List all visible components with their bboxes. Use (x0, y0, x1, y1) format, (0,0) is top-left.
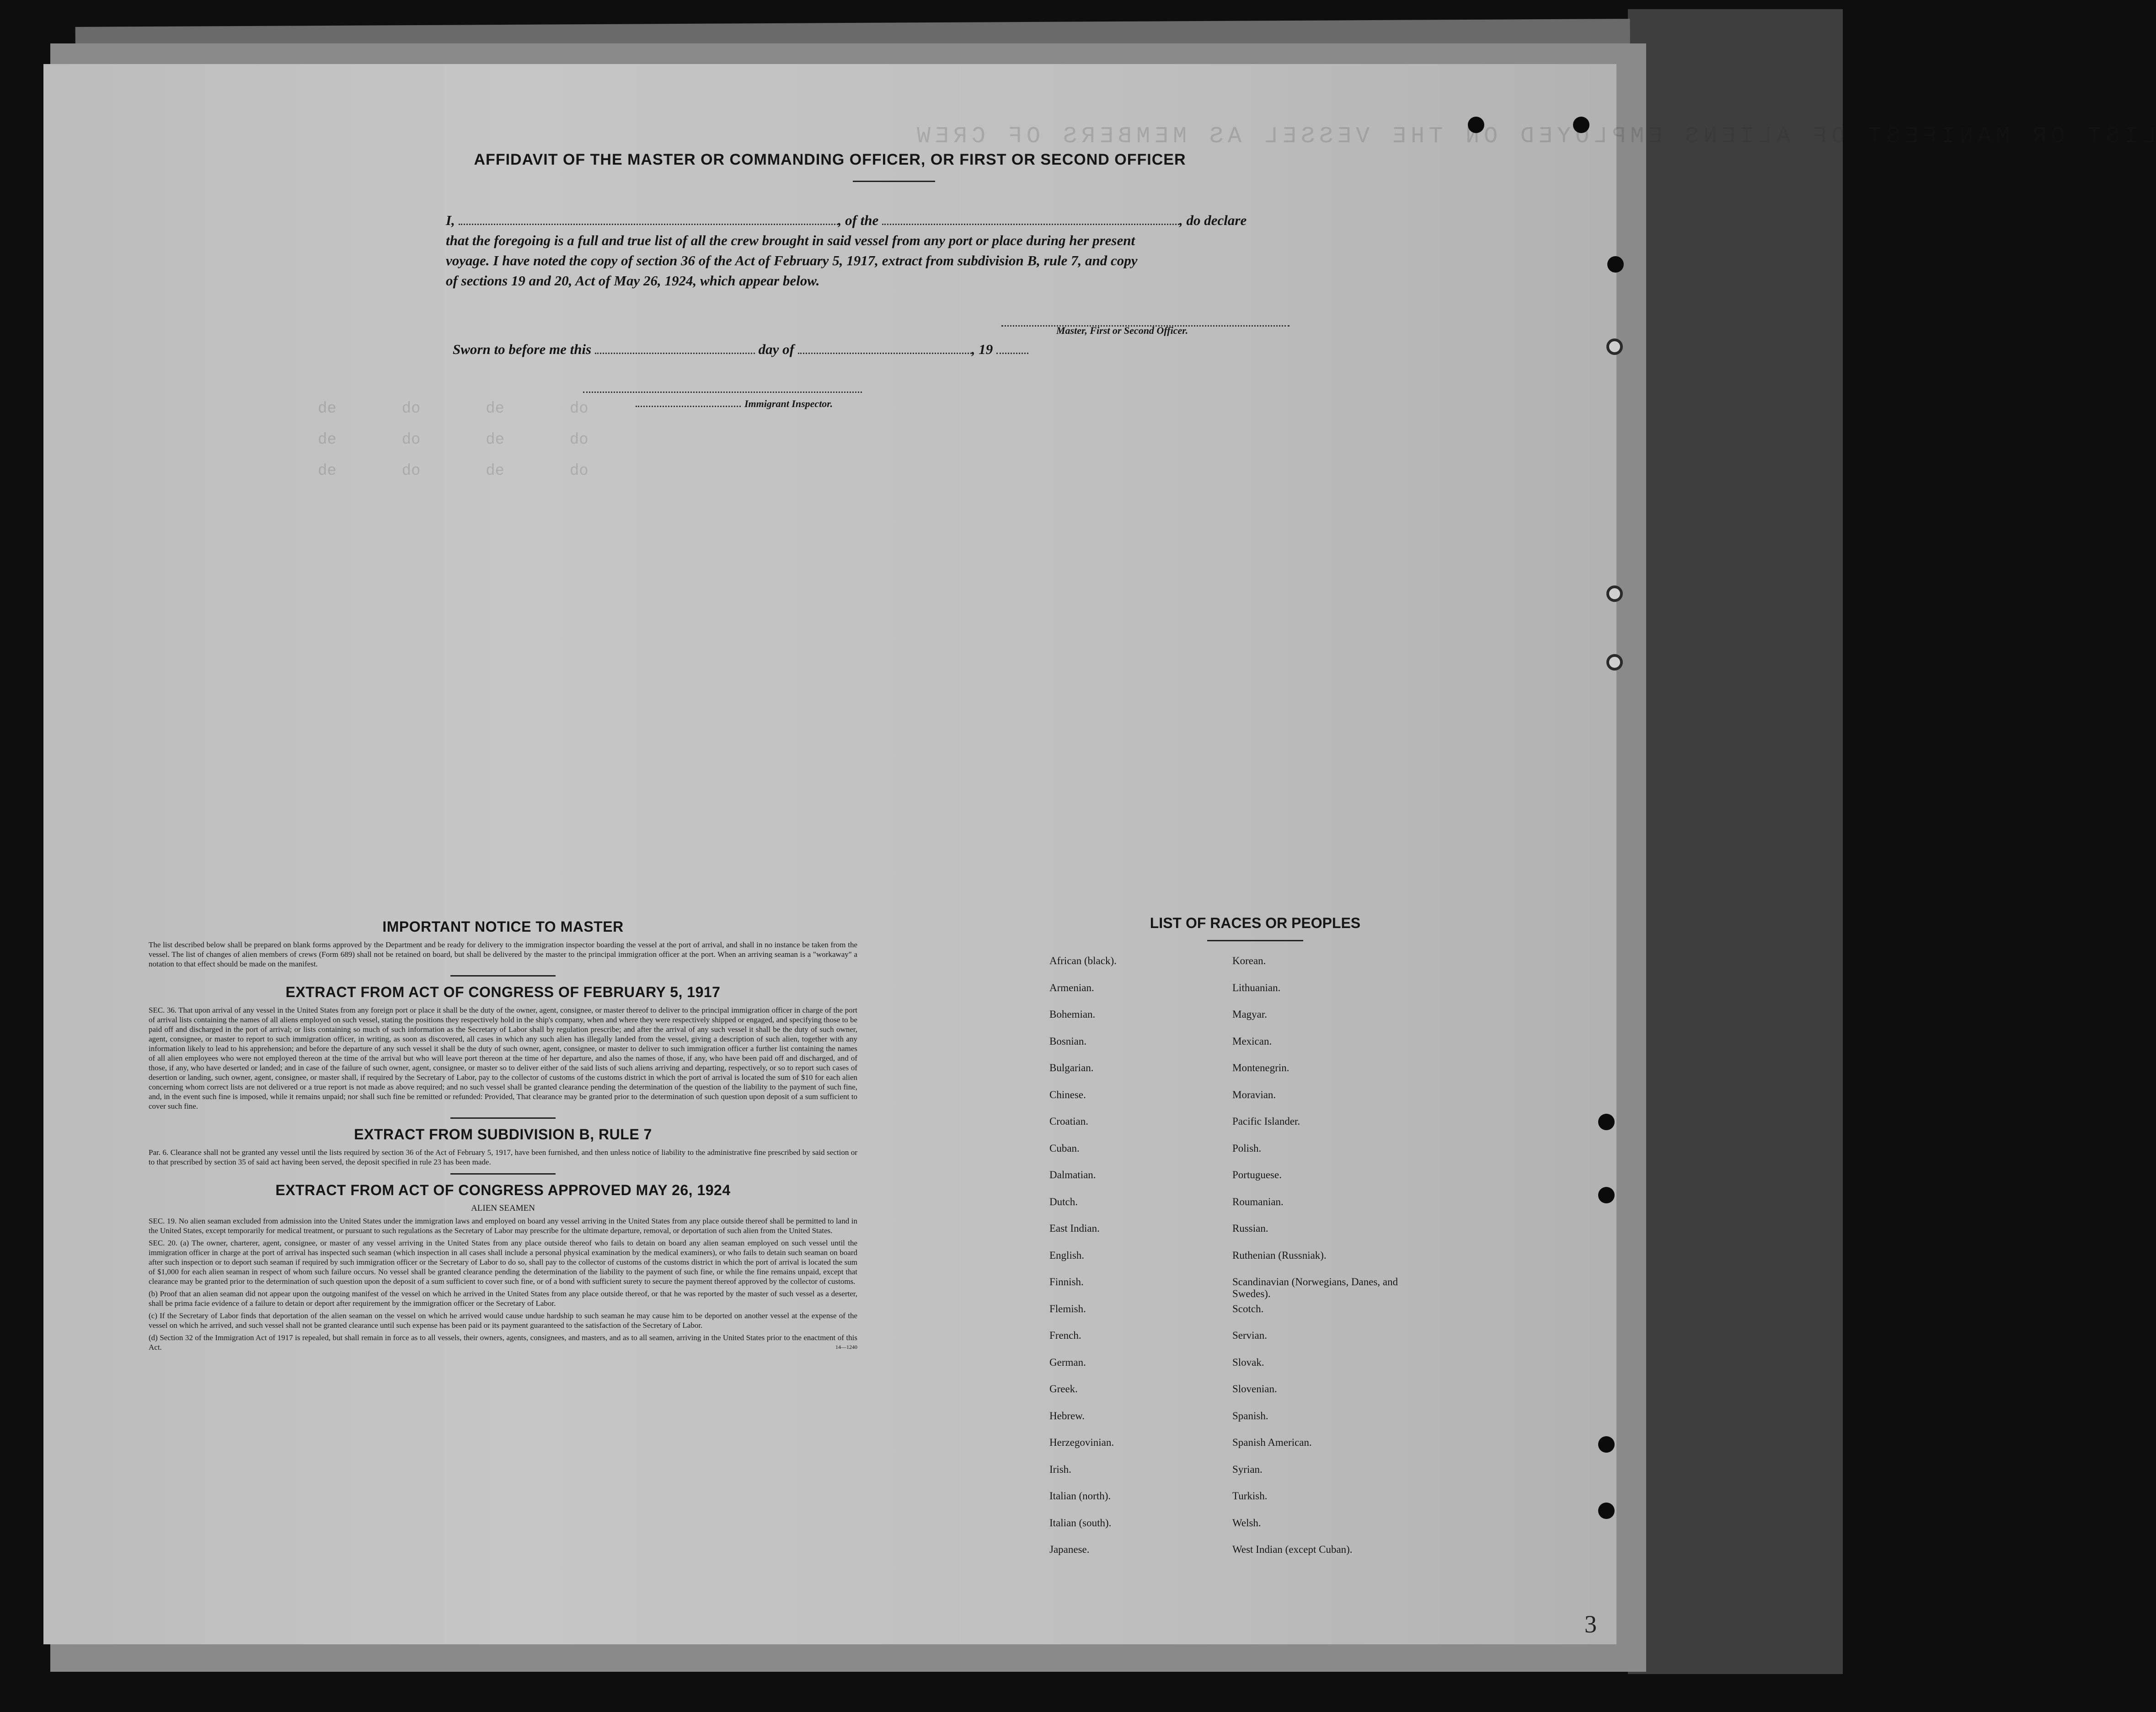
binder-hole (1573, 117, 1589, 133)
race-item: Armenian. (1049, 982, 1094, 993)
title-rule (853, 181, 935, 182)
sec20a-text: SEC. 20. (a) The owner, charterer, agent, consignee, or master of any vessel arriving in the United States from any place outside thereof who fails to detain on board any alien seaman employed on such vessel until the immigration officer in charge at the port of arrival has inspected such seaman (which inspection in all cases shall include a personal physical examination by the medical examiners), or who fails to detain such seaman on board after such inspection or to deport such seaman if required by such immigration officer or the Secretary of Labor to do so, shall pay to the collector of customs of the customs district in which the port of arrival is located the sum of $1,000 for each alien seaman in respect of whom such failure occurs. No vessel shall be granted clearance pending the determination of the liability to the payment of such fine, or while the fine remains unpaid, except that clearance may be granted prior to the determination of such question upon the deposit of a sum sufficient to cover such fine, or of a bond with sufficient surety to secure the payment thereof approved by the collector of customs. (149, 1239, 857, 1286)
binder-hole (1598, 1114, 1615, 1130)
binder-hole (1606, 585, 1623, 602)
sec20d-body: (d) Section 32 of the Immigration Act of 1917 is repealed, but shall remain in force as to all vessels, their owners, agents, consignees, and masters, and as to all seamen, arriving in the United States prior to the enactment of this Act. (149, 1333, 857, 1352)
background-strip (1628, 9, 1843, 1674)
affidavit-title: AFFIDAVIT OF THE MASTER OR COMMANDING OFFICER, OR FIRST OR SECOND OFFICER (474, 151, 1186, 168)
inspector-prefix-line (636, 401, 741, 407)
races-rule (1207, 940, 1303, 941)
extract2-text: Par. 6. Clearance shall not be granted any vessel until the lists required by section 36 of the Act of February 5, 1917, have been furnished, and then unless notice of liability to the administrative fine prescribed by said section or to that prescribed by section 35 of said act having been served, the deposit specified in rule 23 has been made. (149, 1148, 857, 1166)
races-title: LIST OF RACES OR PEOPLES (1150, 915, 1361, 931)
race-item: Greek. (1049, 1383, 1078, 1395)
race-item: Bosnian. (1049, 1035, 1087, 1047)
handwritten-page-number: 3 (1584, 1610, 1597, 1638)
race-item: East Indian. (1049, 1223, 1100, 1234)
declare-label: , do declare (1179, 212, 1247, 228)
race-item: Syrian. (1232, 1463, 1263, 1475)
inspector-signature-line[interactable] (583, 380, 862, 393)
race-item: Irish. (1049, 1463, 1071, 1475)
race-item: Bohemian. (1049, 1009, 1096, 1020)
master-caption: Master, First or Second Officer. (1056, 325, 1188, 336)
affidavit-line2: that the foregoing is a full and true list of all the crew brought in said vessel from any port or place during her present (446, 232, 1135, 248)
race-item: Spanish American. (1232, 1437, 1312, 1448)
sec20d-text (149, 1333, 857, 1352)
race-item: Servian. (1232, 1330, 1268, 1341)
race-item: Croatian. (1049, 1116, 1088, 1127)
race-item: Chinese. (1049, 1089, 1086, 1100)
extract1-text: SEC. 36. That upon arrival of any vessel in the United States from any foreign port or place it shall be the duty of the owner, agent, consignee, or master thereof to deliver to the principal immigration officer in charge of the port of arrival lists containing the names of all aliens employed on such vessel, stating the positions they respectively hold in the ship's company, when and where they were respectively shipped or engaged, and specifying those to be paid off and discharged in the port of arrival; or lists containing so much of such information as the Secretary of Labor shall by regulation prescribe; and after the arrival of any such vessel it shall be the duty of such owner, agent, consignee, or master to report to such immigration officer, in writing, as soon as discovered, all cases in which any such alien has illegally landed from the vessel, giving a description of such alien, together with any information likely to lead to his apprehension; and before the departure of any such vessel it shall be the duty of such owner, agent, consignee, or master to deliver to such immigration officer a further list containing the names of all alien employees who were not employed thereon at the time of the arrival but who will leave port thereon at the time of her departure, and also the names of those, if any, who have been paid off and discharged, and of those, if any, who have deserted or landed; and in case of the failure of such owner, agent, consignee, or master so to deliver either of the said lists of such aliens arriving and departing, respectively, or so to report such cases of desertion or landing, such owner, agent, consignee, or master shall, if required by the Secretary of Labor, pay to the collector of customs of the customs district in which the port of arrival is located the sum of $10 for each alien concerning whom correct lists are not delivered or a true report is not made as above required; and no such vessel shall be granted clearance pending the determination of the question of the liability to the payment of such fine, and, in the event such fine is imposed, while it remains unpaid; nor shall such fine be remitted or refunded: Provided, That clearance may be granted prior to the determination of such question upon deposit of a sum sufficient to cover such fine. (149, 1006, 857, 1111)
binder-hole (1468, 117, 1484, 133)
race-item: Japanese. (1049, 1544, 1090, 1555)
binder-hole (1598, 1187, 1615, 1203)
race-item: German. (1049, 1356, 1086, 1368)
affidavit-line3: voyage. I have noted the copy of section 36 of the Act of February 5, 1917, extract from subdivision B, rule 7, and copy (446, 252, 1138, 268)
sec20b-text: (b) Proof that an alien seaman did not appear upon the outgoing manifest of the vessel on which he arrived in the United States from any place outside thereof, or that he was reported by the master of such vessel as a deserter, shall be prima facie evidence of a failure to detain or deport after requirement by the immigration officer or the Secretary of Labor. (149, 1289, 857, 1308)
year-label: , 19 (971, 341, 993, 357)
race-item: Scotch. (1232, 1303, 1264, 1315)
bleed-through-title: LIST OR MANIFEST OF ALIENS EMPLOYED ON THE VESSEL AS MEMBERS OF CREW (912, 123, 2156, 150)
race-item: Mexican. (1232, 1035, 1272, 1047)
race-item: Cuban. (1049, 1142, 1080, 1154)
race-item: Finnish. (1049, 1276, 1084, 1288)
race-item: Bulgarian. (1049, 1062, 1094, 1073)
affidavit-line1 (446, 210, 1342, 231)
year-field[interactable] (996, 341, 1028, 354)
extract1-title: EXTRACT FROM ACT OF CONGRESS OF FEBRUARY 5, 1917 (285, 984, 721, 1000)
binder-hole (1606, 338, 1623, 355)
race-item: Portuguese. (1232, 1169, 1282, 1181)
extract3-subtitle: ALIEN SEAMEN (471, 1203, 535, 1213)
affidavit-body (446, 210, 1342, 291)
race-item: Korean. (1232, 955, 1266, 966)
sec19-text: SEC. 19. No alien seaman excluded from admission into the United States under the immigration laws and employed on board any vessel arriving in the United States from any place outside thereof shall be permitted to land in the United States, except temporarily for medical treatment, or pursuant to such regulations as the Secretary of Labor may prescribe for the ultimate departure, removal, or deportation of such alien from the United States. (149, 1217, 857, 1235)
race-columns (1049, 955, 1461, 1571)
section-divider (450, 975, 556, 977)
race-item: Welsh. (1232, 1517, 1261, 1529)
race-item: Hebrew. (1049, 1410, 1085, 1422)
race-item: Slovak. (1232, 1356, 1264, 1368)
race-item: Dalmatian. (1049, 1169, 1096, 1181)
race-item: Italian (south). (1049, 1517, 1112, 1529)
race-item: Magyar. (1232, 1009, 1268, 1020)
binder-hole (1598, 1503, 1615, 1519)
month-field[interactable] (798, 341, 972, 354)
manifest-page (43, 64, 2156, 1644)
race-item: Dutch. (1049, 1196, 1078, 1208)
race-item: Herzegovinian. (1049, 1437, 1114, 1448)
race-item: Russian. (1232, 1223, 1268, 1234)
sworn-label: Sworn to before me this (453, 341, 592, 357)
race-item: African (black). (1049, 955, 1117, 966)
inspector-line (636, 398, 833, 410)
race-item: Scandinavian (Norwegians, Danes, and Swedes). (1232, 1276, 1398, 1299)
extract2-title: EXTRACT FROM SUBDIVISION B, RULE 7 (354, 1126, 652, 1143)
sec20c-text: (c) If the Secretary of Labor finds that deportation of the alien seaman on the vessel on which he arrived would cause undue hardship to such seaman he may cause him to be deported on another vessel at the expense of the vessel on which he arrived, and such vessel shall not be granted clearance until such expense has been paid or its payment guaranteed to the satisfaction of the Secretary of Labor. (149, 1311, 857, 1330)
of-the-label: , of the (838, 212, 879, 228)
affidavit-line4: of sections 19 and 20, Act of May 26, 1924, which appear below. (446, 273, 820, 289)
notice-title: IMPORTANT NOTICE TO MASTER (382, 918, 624, 935)
i-label: I, (446, 212, 455, 228)
race-item: Turkish. (1232, 1490, 1268, 1502)
race-item: Pacific Islander. (1232, 1116, 1300, 1127)
race-item: Roumanian. (1232, 1196, 1284, 1208)
race-item: Montenegrin. (1232, 1062, 1289, 1073)
race-item: West Indian (except Cuban). (1232, 1544, 1353, 1555)
race-item: Lithuanian. (1232, 982, 1281, 993)
race-item: French. (1049, 1330, 1081, 1341)
sworn-line (453, 341, 1028, 358)
day-field[interactable] (595, 341, 755, 354)
race-item: Polish. (1232, 1142, 1262, 1154)
race-item: English. (1049, 1249, 1085, 1261)
officer-name-field[interactable] (459, 212, 838, 225)
form-number: 14—1240 (835, 1344, 857, 1350)
inspector-caption: Immigrant Inspector. (744, 398, 833, 409)
race-item: Ruthenian (Russniak). (1232, 1249, 1327, 1261)
race-column-left (1049, 955, 1232, 1571)
bleed-through-rows: de do de do de do de do de do de do (318, 400, 588, 480)
race-column-right (1232, 955, 1415, 1571)
race-item: Flemish. (1049, 1303, 1086, 1315)
binder-hole (1606, 654, 1623, 671)
day-of-label: day of (758, 341, 794, 357)
binder-hole (1607, 256, 1624, 273)
binder-hole (1598, 1436, 1615, 1453)
notice-section (149, 915, 857, 1355)
section-divider (450, 1117, 556, 1119)
races-section (1049, 915, 1461, 1571)
race-item: Slovenian. (1232, 1383, 1277, 1395)
race-item: Moravian. (1232, 1089, 1276, 1100)
section-divider (450, 1173, 556, 1175)
notice-text: The list described below shall be prepared on blank forms approved by the Department and be ready for delivery to the immigration inspector boarding the vessel at the port of arrival, and shall in no instance be taken from the vessel. The list of changes of alien members of crews (Form 689) shall not be retained on board, but shall be delivered by the master to the principal immigration officer at the port. When an arriving seaman is a "workaway" a notation to that effect should be made on the manifest. (149, 940, 857, 968)
extract3-title: EXTRACT FROM ACT OF CONGRESS APPROVED MAY 26, 1924 (275, 1182, 731, 1198)
race-item: Italian (north). (1049, 1490, 1111, 1502)
race-item: Spanish. (1232, 1410, 1268, 1422)
vessel-name-field[interactable] (882, 212, 1179, 225)
